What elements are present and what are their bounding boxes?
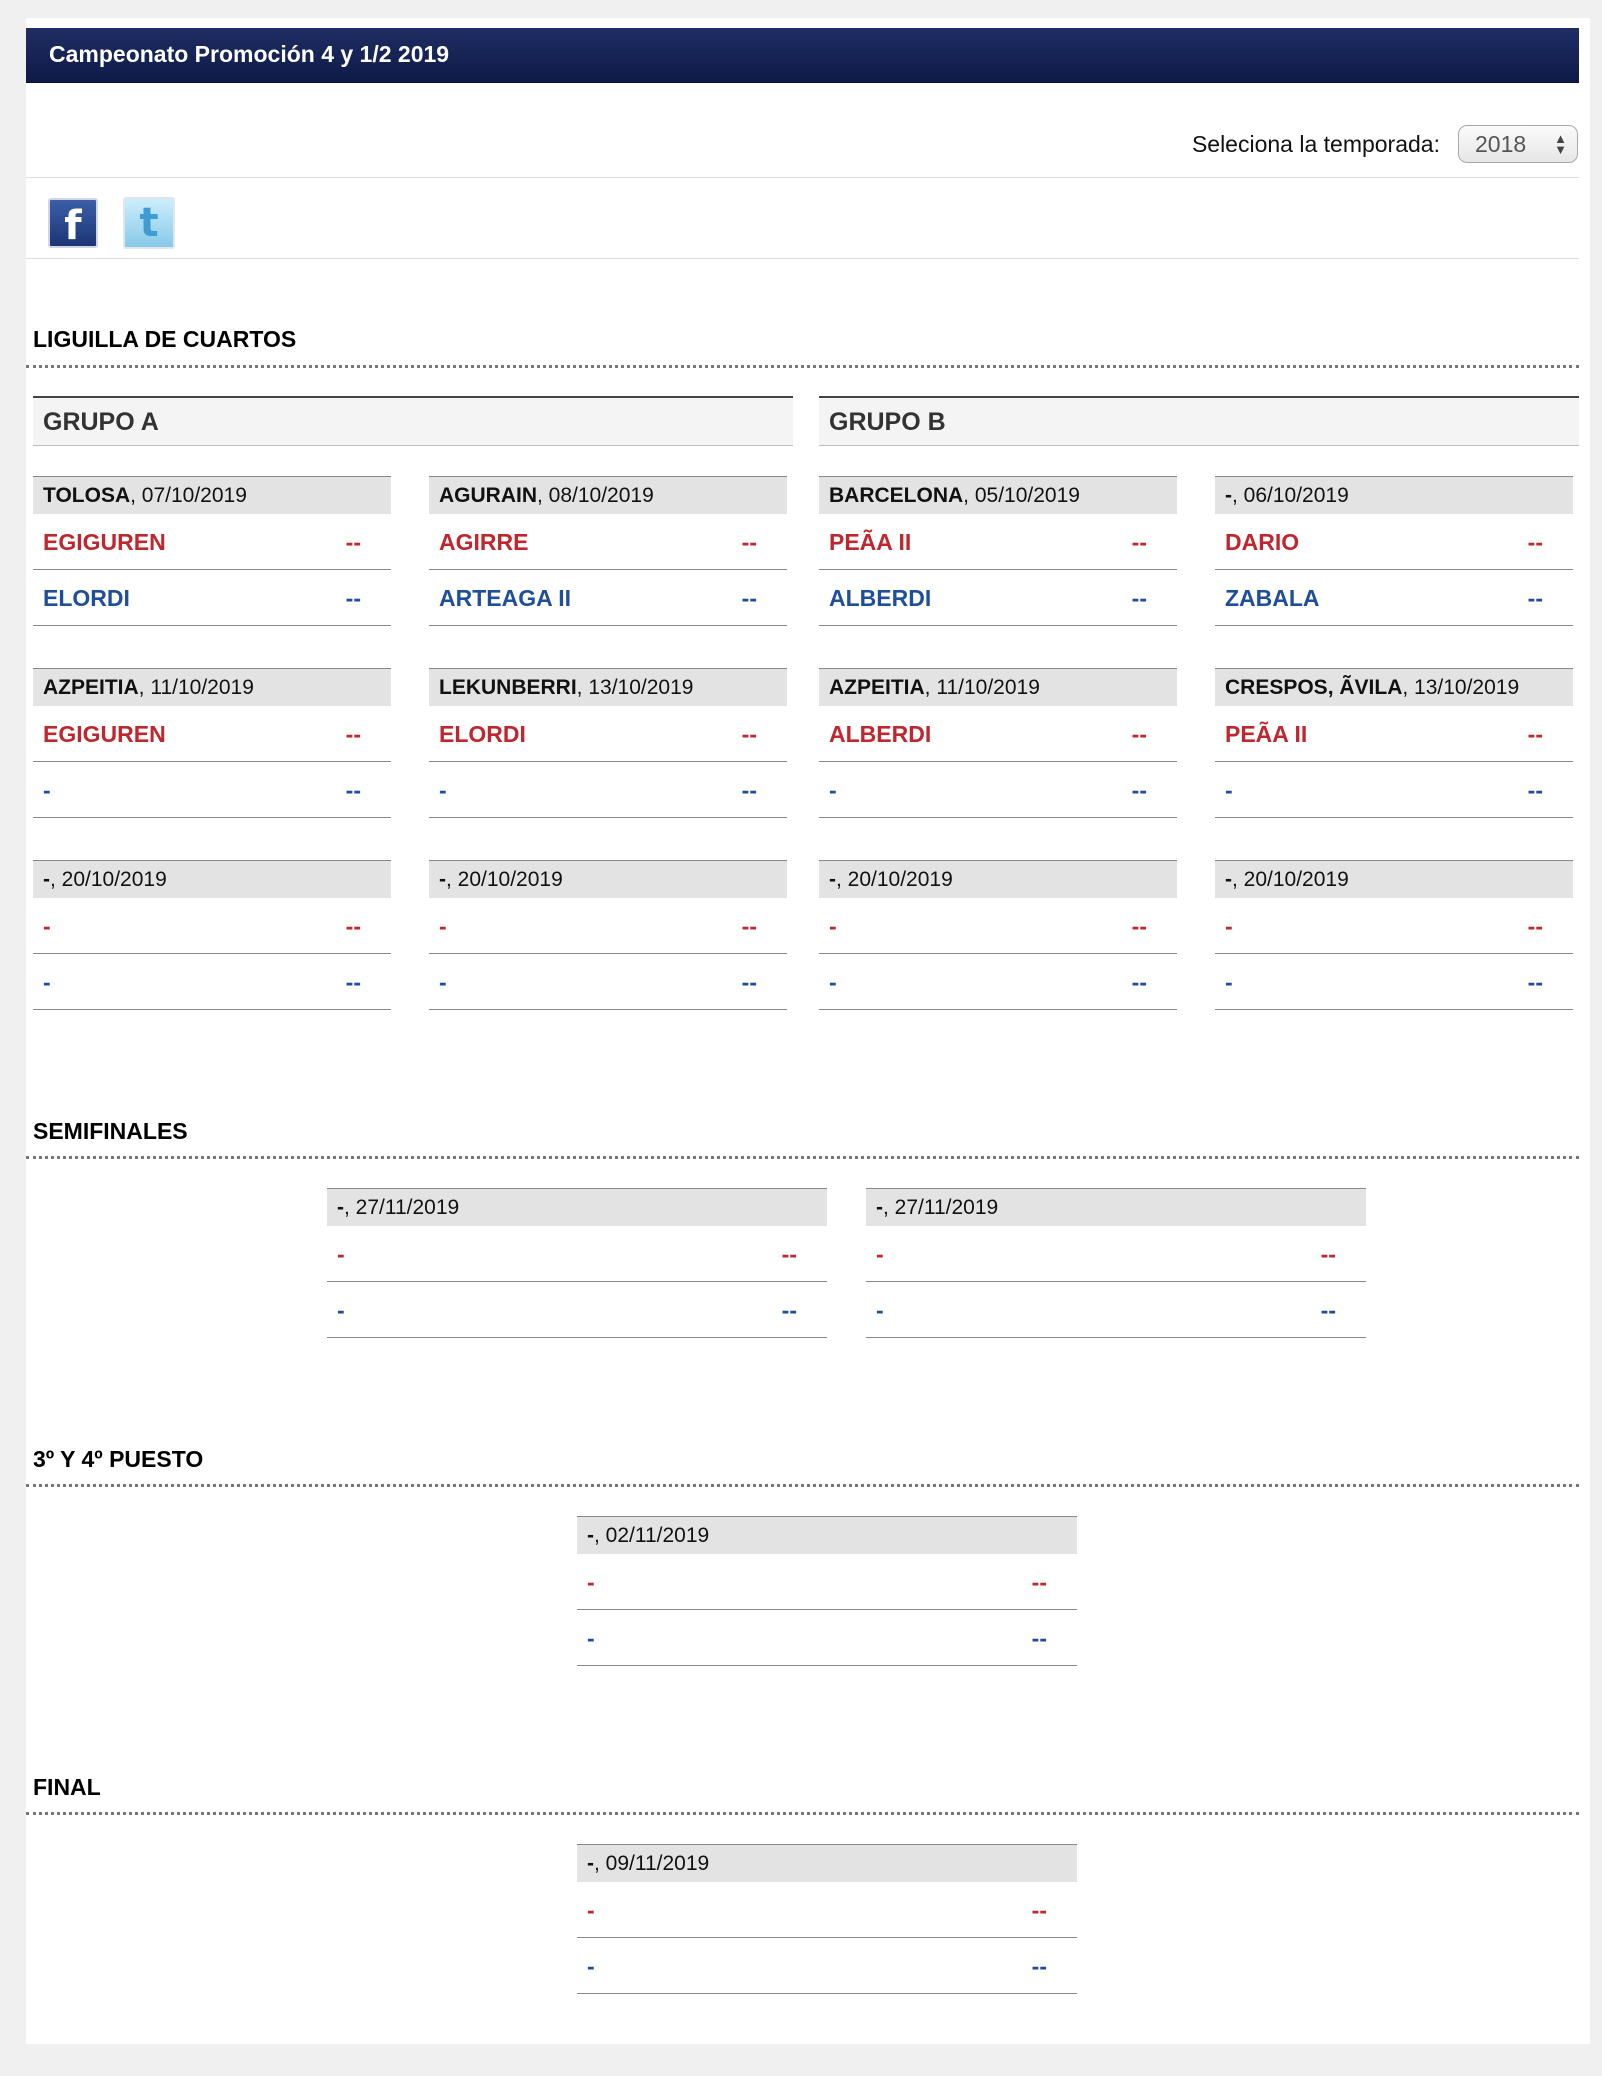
match-header [429,860,787,898]
match-row-home [577,1882,1077,1938]
match-venue: - [43,868,50,891]
match-card [33,476,391,626]
home-score: -- [1131,721,1147,747]
match-row-away [1215,954,1573,1010]
match-date: , 20/10/2019 [446,868,563,891]
home-team[interactable]: - [587,1897,595,1923]
home-score: -- [1527,529,1543,555]
away-team[interactable]: - [337,1297,345,1323]
match-row-away [577,1610,1077,1666]
home-team[interactable]: AGIRRE [439,529,529,555]
section-divider [26,1484,1579,1487]
page [26,18,1590,2044]
away-team[interactable]: - [1225,969,1233,995]
match-header [33,476,391,514]
match-venue: LEKUNBERRI [439,676,577,699]
match-venue: AGURAIN [439,484,537,507]
facebook-icon[interactable]: f [48,198,98,248]
match-row-home [33,514,391,570]
away-team[interactable]: - [439,777,447,803]
match-card [577,1844,1077,1994]
match-row-home [819,898,1177,954]
home-score: -- [1527,721,1543,747]
away-team[interactable]: - [829,777,837,803]
home-team[interactable]: - [1225,913,1233,939]
match-header [429,476,787,514]
home-team[interactable]: ALBERDI [829,721,932,747]
match-card [429,668,787,818]
away-team[interactable]: ZABALA [1225,585,1320,611]
match-row-home [866,1226,1366,1282]
match-date: , 27/11/2019 [344,1196,460,1219]
away-team[interactable]: - [829,969,837,995]
match-row-away [866,1282,1366,1338]
away-team[interactable]: - [587,1953,595,1979]
season-label: Seleciona la temporada: [1191,130,1440,157]
away-score: -- [345,585,361,611]
match-venue: TOLOSA [43,484,131,507]
match-row-away [429,570,787,626]
match-card [1215,860,1573,1010]
away-score: -- [741,585,757,611]
match-row-away [33,570,391,626]
home-team[interactable]: DARIO [1225,529,1300,555]
match-date: , 20/10/2019 [1232,868,1349,891]
section-title-final: FINAL [33,1774,101,1800]
away-team[interactable]: - [43,777,51,803]
match-card [327,1188,827,1338]
match-venue: - [587,1524,594,1547]
match-venue: CRESPOS, ÃVILA [1225,676,1403,699]
match-row-home [1215,898,1573,954]
section-divider [26,1812,1579,1815]
season-selector [1192,124,1578,164]
divider [26,177,1579,178]
away-score: -- [1320,1297,1336,1323]
section-divider [26,365,1579,368]
match-date: , 05/10/2019 [963,484,1080,507]
match-row-home [819,514,1177,570]
match-card [429,476,787,626]
match-row-home [577,1554,1077,1610]
away-team[interactable]: - [439,969,447,995]
away-score: -- [345,969,361,995]
match-header [1215,476,1573,514]
section-divider [26,1156,1579,1159]
away-score: -- [1131,969,1147,995]
away-score: -- [1031,1625,1047,1651]
match-row-home [1215,706,1573,762]
away-score: -- [345,777,361,803]
away-score: -- [1131,585,1147,611]
match-date: , 20/10/2019 [836,868,953,891]
away-team[interactable]: ELORDI [43,585,130,611]
match-row-away [429,954,787,1010]
match-date: , 20/10/2019 [50,868,167,891]
title-bar [26,28,1579,83]
away-score: -- [781,1297,797,1323]
match-date: , 11/10/2019 [138,676,254,699]
match-venue: - [587,1852,594,1875]
group-a-header [33,396,793,446]
away-team[interactable]: ARTEAGA II [439,585,572,611]
match-venue: - [829,868,836,891]
home-team[interactable]: - [337,1241,345,1267]
away-score: -- [1527,969,1543,995]
season-value: 2018 [1475,130,1527,157]
away-team[interactable]: - [876,1297,884,1323]
match-row-away [33,762,391,818]
match-venue: - [337,1196,344,1219]
match-card [33,668,391,818]
away-score: -- [741,777,757,803]
match-row-away [33,954,391,1010]
match-row-away [1215,762,1573,818]
home-team[interactable]: ELORDI [439,721,526,747]
home-score: -- [345,529,361,555]
match-card [1215,668,1573,818]
home-team[interactable]: - [876,1241,884,1267]
home-score: -- [345,721,361,747]
match-row-home [1215,514,1573,570]
away-team[interactable]: - [43,969,51,995]
away-score: -- [741,969,757,995]
home-team[interactable]: - [439,913,447,939]
home-team[interactable]: - [43,913,51,939]
match-card [819,476,1177,626]
home-score: -- [741,913,757,939]
home-team[interactable]: - [587,1569,595,1595]
section-title-liguilla: LIGUILLA DE CUARTOS [33,326,297,352]
match-venue: BARCELONA [829,484,964,507]
home-team[interactable]: EGIGUREN [43,529,166,555]
match-row-away [327,1282,827,1338]
page-title: Campeonato Promoción 4 y 1/2 2019 [49,41,450,67]
match-header [577,1516,1077,1554]
match-header [33,668,391,706]
home-team[interactable]: PEÃA II [829,529,912,555]
match-venue: - [439,868,446,891]
home-score: -- [741,721,757,747]
match-card [33,860,391,1010]
season-select[interactable] [1458,125,1578,163]
match-row-home [819,706,1177,762]
match-venue: AZPEITIA [43,676,139,699]
group-b-header [819,396,1579,446]
match-header [819,860,1177,898]
match-row-away [819,570,1177,626]
section-title-semis: SEMIFINALES [33,1118,188,1144]
match-date: , 06/10/2019 [1232,484,1349,507]
section-title-third: 3º Y 4º PUESTO [33,1446,204,1472]
match-header [819,476,1177,514]
away-score: -- [1527,585,1543,611]
match-header [327,1188,827,1226]
divider [26,258,1579,259]
twitter-icon[interactable]: t [123,197,175,249]
match-date: , 13/10/2019 [576,676,694,699]
home-score: -- [1031,1569,1047,1595]
home-score: -- [1131,913,1147,939]
away-score: -- [1031,1953,1047,1979]
match-row-away [819,762,1177,818]
match-row-home [33,706,391,762]
group-a-title: GRUPO A [43,408,159,436]
home-team[interactable]: EGIGUREN [43,721,166,747]
match-header [819,668,1177,706]
match-header [577,1844,1077,1882]
home-team[interactable]: PEÃA II [1225,721,1308,747]
match-date: , 08/10/2019 [537,484,654,507]
away-team[interactable]: - [1225,777,1233,803]
match-card [1215,476,1573,626]
away-score: -- [1527,777,1543,803]
match-venue: - [1225,484,1232,507]
home-team[interactable]: - [829,913,837,939]
match-row-home [429,514,787,570]
match-card [577,1516,1077,1666]
match-date: , 02/11/2019 [594,1524,710,1547]
away-team[interactable]: - [587,1625,595,1651]
match-header [1215,860,1573,898]
match-card [429,860,787,1010]
match-date: , 09/11/2019 [594,1852,710,1875]
home-score: -- [1031,1897,1047,1923]
match-card [819,668,1177,818]
match-header [429,668,787,706]
home-score: -- [1527,913,1543,939]
match-header [1215,668,1573,706]
match-date: , 07/10/2019 [130,484,247,507]
away-team[interactable]: ALBERDI [829,585,932,611]
match-header [33,860,391,898]
match-date: , 11/10/2019 [924,676,1040,699]
home-score: -- [781,1241,797,1267]
group-b-title: GRUPO B [829,408,946,436]
match-venue: AZPEITIA [829,676,925,699]
home-score: -- [345,913,361,939]
home-score: -- [741,529,757,555]
home-score: -- [1131,529,1147,555]
match-card [866,1188,1366,1338]
match-row-home [429,898,787,954]
match-row-away [577,1938,1077,1994]
match-card [819,860,1177,1010]
match-row-away [819,954,1177,1010]
match-row-away [1215,570,1573,626]
match-venue: - [1225,868,1232,891]
home-score: -- [1320,1241,1336,1267]
match-date: , 13/10/2019 [1402,676,1520,699]
match-row-home [327,1226,827,1282]
match-row-home [33,898,391,954]
select-arrows-icon: ▲ ▼ [1554,131,1567,157]
match-venue: - [876,1196,883,1219]
match-header [866,1188,1366,1226]
match-row-away [429,762,787,818]
match-date: , 27/11/2019 [883,1196,999,1219]
away-score: -- [1131,777,1147,803]
match-row-home [429,706,787,762]
